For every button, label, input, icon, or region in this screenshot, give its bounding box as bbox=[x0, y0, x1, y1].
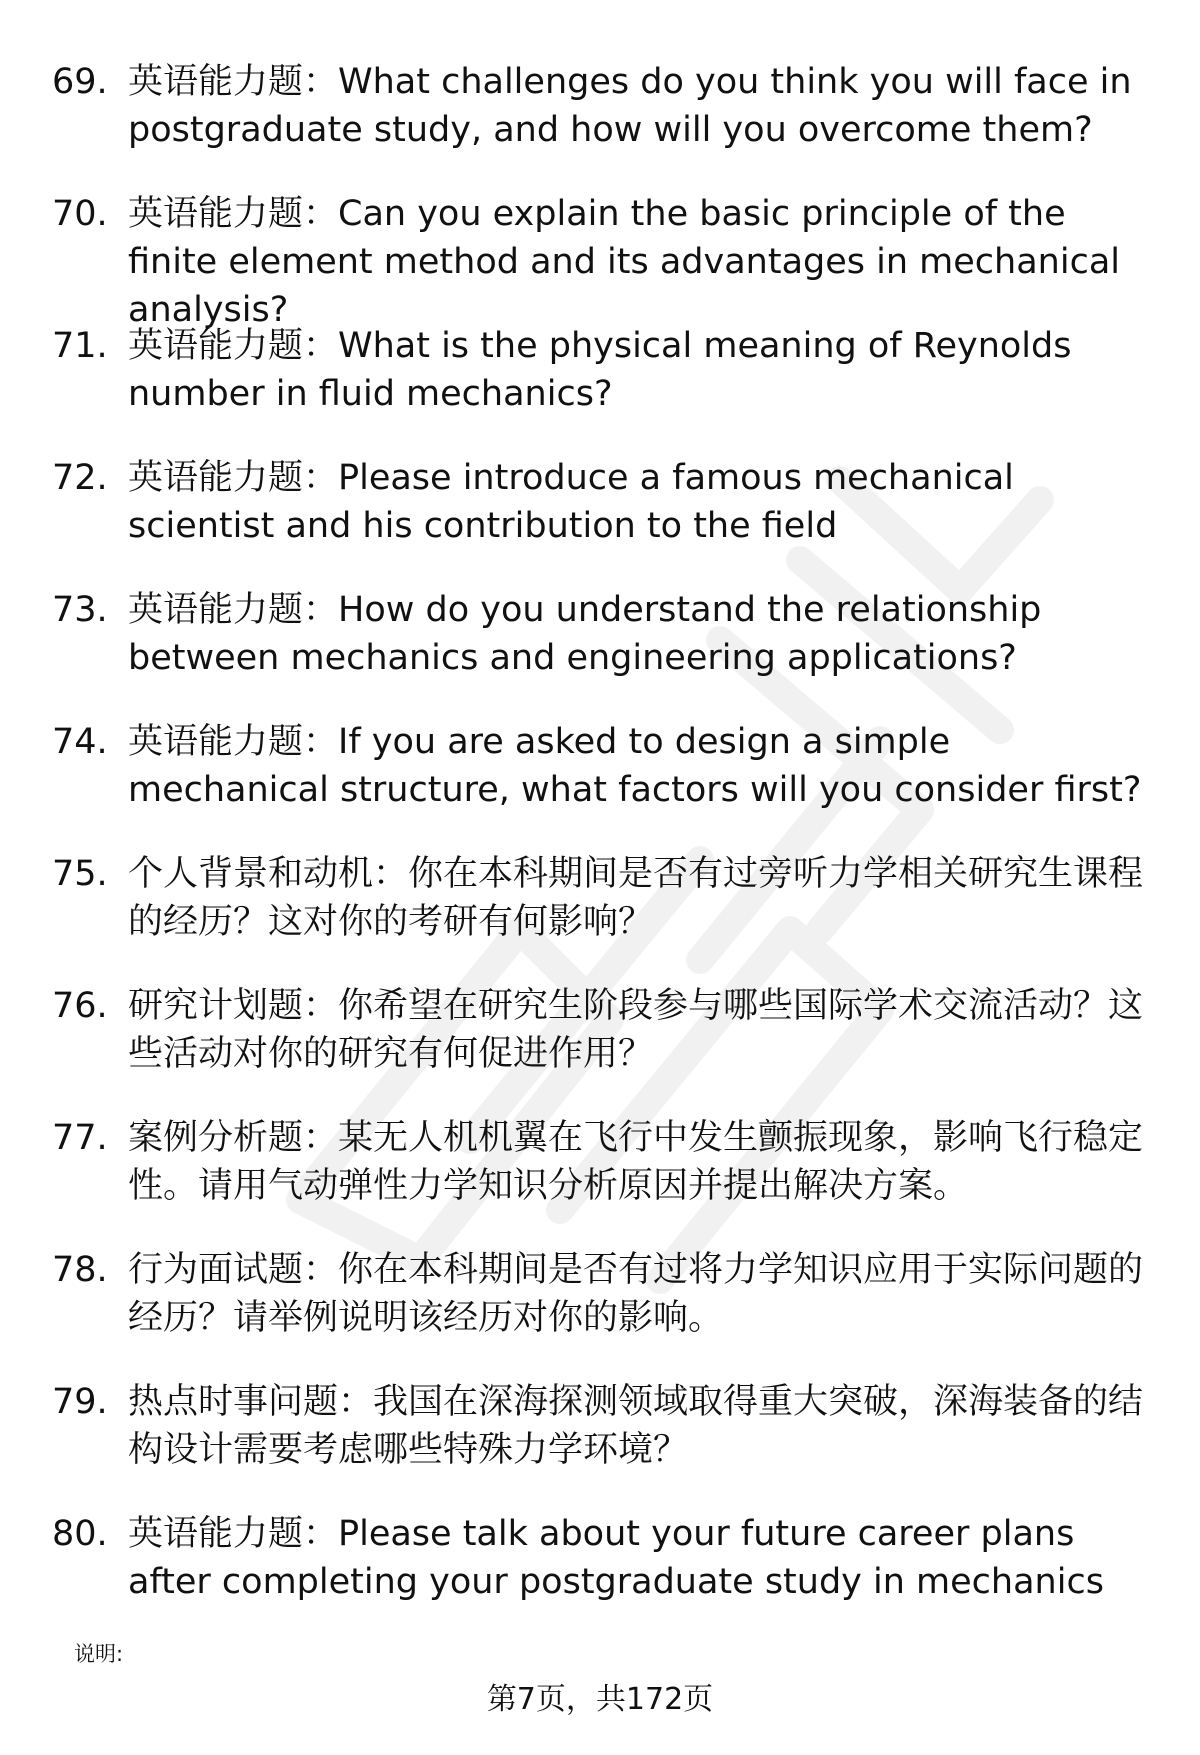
question-number: 77. bbox=[52, 1118, 108, 1158]
question-item bbox=[52, 1510, 1162, 1642]
question-text: 个人背景和动机：你在本科期间是否有过旁听力学相关研究生课程的经历？这对你的考研有何影响？ bbox=[128, 854, 1144, 942]
question-number: 70. bbox=[52, 194, 108, 234]
question-text: 英语能力题：Please introduce a famous mechanical scientist and his contribution to the field bbox=[128, 458, 1014, 546]
question-item bbox=[52, 586, 1162, 718]
question-number: 71. bbox=[52, 326, 108, 366]
question-number: 79. bbox=[52, 1382, 108, 1422]
question-number: 72. bbox=[52, 458, 108, 498]
question-item bbox=[52, 190, 1162, 330]
question-number: 75. bbox=[52, 854, 108, 894]
question-text: 研究计划题：你希望在研究生阶段参与哪些国际学术交流活动？这些活动对你的研究有何促进作用？ bbox=[128, 986, 1144, 1074]
question-text: 英语能力题：Can you explain the basic principle of the finite element method and its advantages in mechanical analysis? bbox=[128, 194, 1120, 330]
question-number: 73. bbox=[52, 590, 108, 630]
question-number: 69. bbox=[52, 62, 108, 102]
question-text: 行为面试题：你在本科期间是否有过将力学知识应用于实际问题的经历？请举例说明该经历对你的影响。 bbox=[128, 1250, 1144, 1338]
question-item bbox=[52, 322, 1162, 454]
question-item bbox=[52, 454, 1162, 586]
question-item bbox=[52, 850, 1162, 982]
question-text: 英语能力题：What is the physical meaning of Reynolds number in fluid mechanics? bbox=[128, 326, 1072, 414]
question-item bbox=[52, 718, 1162, 850]
question-number: 78. bbox=[52, 1250, 108, 1290]
question-number: 74. bbox=[52, 722, 108, 762]
question-text: 热点时事问题：我国在深海探测领域取得重大突破，深海装备的结构设计需要考虑哪些特殊力学环境？ bbox=[128, 1382, 1144, 1470]
page-footer: 第7页，共172页 bbox=[486, 1682, 714, 1717]
question-item bbox=[52, 1114, 1162, 1246]
question-text: 英语能力题：Please talk about your future career plans after completing your postgraduate study in mechanics bbox=[128, 1514, 1104, 1602]
question-text: 英语能力题：If you are asked to design a simple mechanical structure, what factors will you consider first? bbox=[128, 722, 1142, 810]
note-label: 说明: bbox=[74, 1642, 124, 1666]
question-item bbox=[52, 1246, 1162, 1378]
question-text: 英语能力题：How do you understand the relationship between mechanics and engineering applications? bbox=[128, 590, 1042, 678]
question-text: 英语能力题：What challenges do you think you will face in postgraduate study, and how will you overcome them? bbox=[128, 62, 1132, 150]
question-text: 案例分析题：某无人机机翼在飞行中发生颤振现象，影响飞行稳定性。请用气动弹性力学知识分析原因并提出解决方案。 bbox=[128, 1118, 1144, 1206]
question-number: 80. bbox=[52, 1514, 108, 1554]
question-list bbox=[52, 58, 1162, 1642]
question-item bbox=[52, 982, 1162, 1114]
question-item bbox=[52, 1378, 1162, 1510]
question-item bbox=[52, 58, 1162, 190]
question-number: 76. bbox=[52, 986, 108, 1026]
